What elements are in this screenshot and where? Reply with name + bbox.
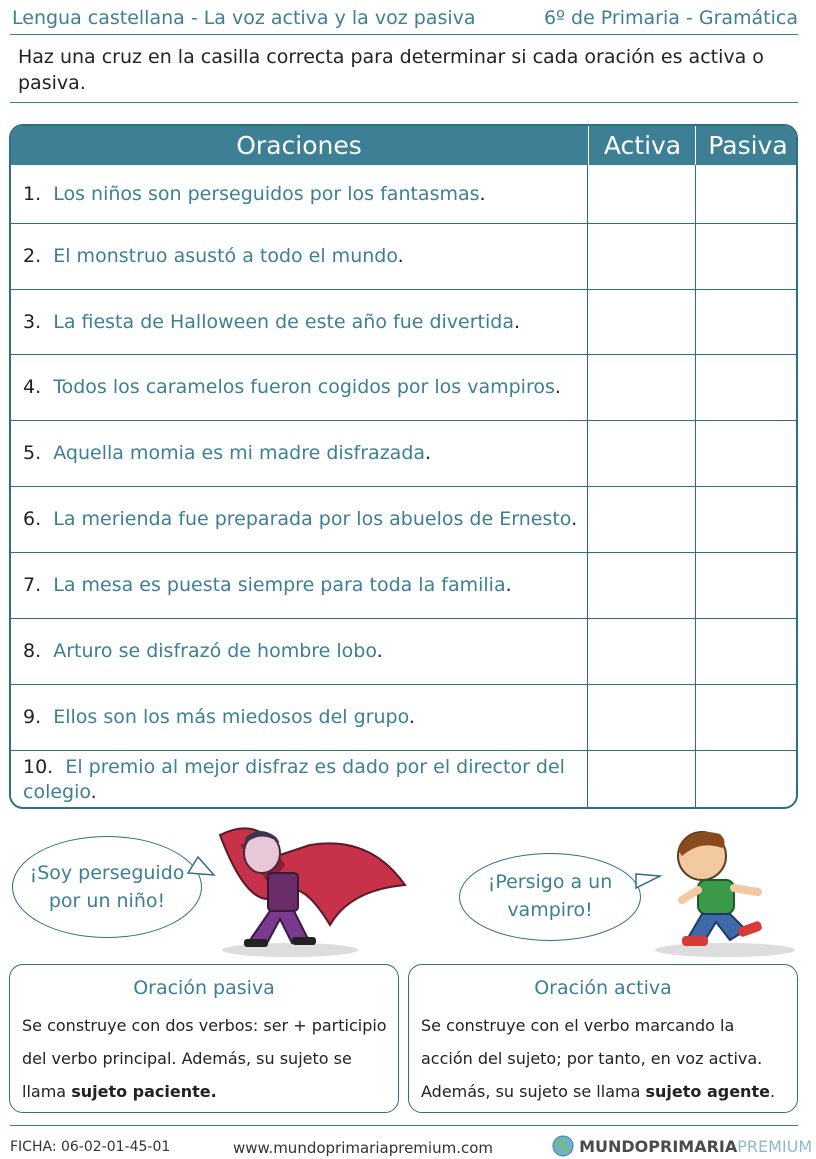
sentence-cell [11,355,587,420]
passive-bold-term: sujeto paciente. [71,1082,217,1101]
active-body-text: Se construye con el verbo marcando la acción del sujeto; por tanto, en voz activa. Además, su sujeto se llama [421,1016,763,1101]
item-number: 1. [23,182,42,205]
active-box-body [421,1009,789,1108]
table-row [11,165,796,223]
sentence-text: Los niños son perseguidos por los fantasmas. [53,182,486,205]
grade-title: 6º de Primaria - Gramática [543,7,798,29]
sentence-text: La merienda fue preparada por los abuelos de Ernesto. [53,508,578,530]
active-checkbox[interactable] [587,751,695,809]
speech-bubble-vampire [12,836,202,938]
active-checkbox[interactable] [587,355,695,420]
globe-icon [552,1135,574,1157]
sentence-text: Arturo se disfrazó de hombre lobo. [53,640,383,662]
sentence-text: El premio al mejor disfraz es dado por el director del colegio. [23,756,565,803]
table-row [11,289,796,354]
active-box-title: Oración activa [534,977,672,999]
item-number: 9. [23,706,42,728]
active-checkbox[interactable] [587,685,695,750]
bubble-text: ¡Soy perseguido por un niño! [29,862,185,912]
sentence-cell [11,290,587,354]
passive-box-body [22,1009,390,1108]
item-number: 4. [23,376,42,398]
passive-checkbox[interactable] [695,751,798,809]
active-checkbox[interactable] [587,290,695,354]
passive-checkbox[interactable] [695,619,798,684]
item-number: 8. [23,640,42,662]
sentence-cell [11,751,587,809]
item-number: 6. [23,508,42,530]
active-checkbox[interactable] [587,224,695,289]
table-row [11,552,796,618]
sentence-cell [11,685,587,750]
sentence-cell [11,553,587,618]
active-info-box [408,964,798,1113]
table-row [11,354,796,420]
boy-illustration [630,826,810,961]
sentence-text: La mesa es puesta siempre para toda la familia. [53,574,512,596]
sentence-text: El monstruo asustó a todo el mundo. [53,245,404,267]
sentence-text: La fiesta de Halloween de este año fue divertida. [53,310,521,333]
website-url: www.mundoprimariapremium.com [233,1139,493,1157]
exercise-table [9,124,798,809]
table-row [11,684,796,750]
item-number: 3. [23,310,42,333]
vampire-illustration [180,815,410,960]
item-number: 5. [23,442,42,464]
instructions: Haz una cruz en la casilla correcta para determinar si cada oración es activa o pasiva. [18,46,764,94]
brand-logo [552,1135,812,1157]
active-checkbox[interactable] [587,553,695,618]
passive-body-text: Se construye con dos verbos: ser + participio del verbo principal. Además, su sujeto se llama [22,1016,387,1101]
table-row [11,618,796,684]
table-row [11,420,796,486]
header-sentences: Oraciones [236,131,362,160]
active-checkbox[interactable] [587,487,695,552]
brand-light: PREMIUM [737,1137,813,1156]
header-active: Activa [588,126,696,165]
table-row [11,223,796,289]
sentence-text: Todos los caramelos fueron cogidos por los vampiros. [53,376,561,398]
item-number: 7. [23,574,42,596]
sentence-cell [11,619,587,684]
active-checkbox[interactable] [587,165,695,223]
active-bold-term: sujeto agente [645,1082,770,1101]
passive-info-box [9,964,399,1113]
passive-checkbox[interactable] [695,685,798,750]
sentence-text: Aquella momia es mi madre disfrazada. [53,442,432,464]
item-number: 10. [23,756,54,778]
passive-checkbox[interactable] [695,553,798,618]
table-header [11,126,796,165]
passive-checkbox[interactable] [695,487,798,552]
passive-checkbox[interactable] [695,224,798,289]
subject-title: Lengua castellana - La voz activa y la voz pasiva [12,7,476,29]
passive-checkbox[interactable] [695,165,798,223]
page-header [10,4,798,35]
active-checkbox[interactable] [587,619,695,684]
sentence-cell [11,224,587,289]
footer-divider [10,1125,798,1126]
passive-checkbox[interactable] [695,290,798,354]
table-row [11,486,796,552]
item-number: 2. [23,245,42,267]
passive-checkbox[interactable] [695,421,798,486]
ficha-code: FICHA: 06-02-01-45-01 [10,1139,171,1155]
brand-bold: MUNDOPRIMARIA [579,1137,738,1156]
active-body-end: . [769,1082,776,1101]
passive-box-title: Oración pasiva [133,977,275,999]
passive-checkbox[interactable] [695,355,798,420]
sentence-cell [11,421,587,486]
active-checkbox[interactable] [587,421,695,486]
sentence-cell [11,165,587,223]
sentence-text: Ellos son los más miedosos del grupo. [53,706,415,728]
speech-bubble-boy [459,853,641,941]
header-passive: Pasiva [695,126,798,165]
sentence-cell [11,487,587,552]
divider [10,102,798,103]
table-row [11,750,796,809]
bubble-text: ¡Persigo a un vampiro! [487,871,613,921]
